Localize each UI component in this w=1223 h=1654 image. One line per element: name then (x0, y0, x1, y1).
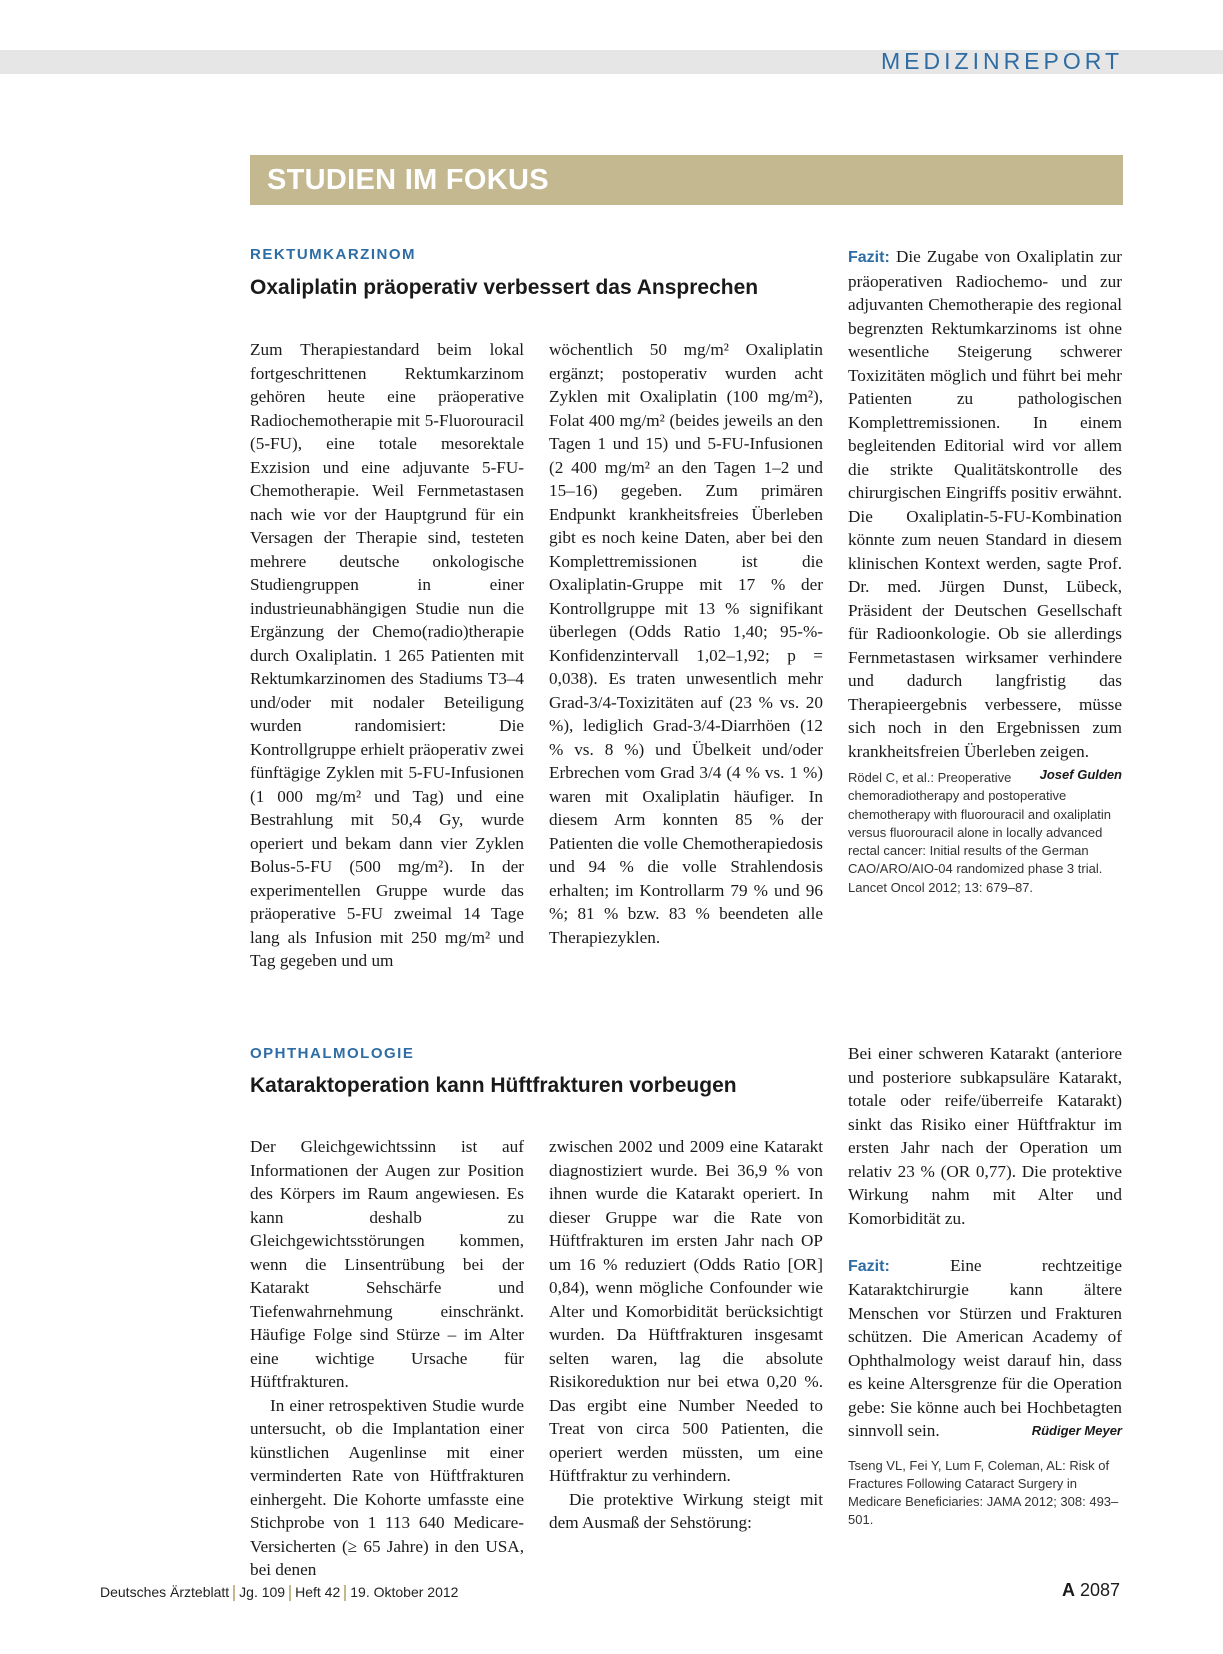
article2-col1-p2: In einer retrospektiven Studie wurde untersucht, ob die Implantation einer künstlichen Augenlinse mit einer verminderten Rate von Hüftfrakturen einhergeht. Die Kohorte umfasste eine Stichprobe von 1 113 640 Medicare-Versicherten (≥ 65 Jahre) in den USA, bei denen (250, 1395, 524, 1579)
article2-col2-p1: zwischen 2002 und 2009 eine Katarakt diagnostiziert wurde. Bei 36,9 % von ihnen wurde die Katarakt operiert. In dieser Gruppe war die Rate von Hüftfrakturen im ersten Jahr nach OP um 16 % reduziert (Odds Ratio [OR] 0,84), wenn mögliche Confounder wie Alter und Komorbidität berücksichtigt wurden. Da Hüftfrakturen insgesamt selten waren, lag die absolute Risikoreduktion nur bei etwa 0,20 %. Das ergibt eine Number Needed to Treat von circa 500 Patienten, die operiert werden müssten, um eine Hüftfraktur zu verhindern. (549, 1137, 823, 1485)
footer-separator (233, 1585, 235, 1601)
article1-column-1 (250, 338, 524, 973)
article2-column-1 (250, 1135, 524, 1582)
footer-separator (289, 1585, 291, 1601)
article2-kicker: OPHTHALMOLOGIE (250, 1045, 415, 1062)
fazit-label: Fazit: (848, 1257, 890, 1275)
page-prefix: A (1061, 1580, 1075, 1600)
fazit-text: Die Zugabe von Oxaliplatin zur präoperativen Radiochemo- und zur adjuvanten Chemotherapie des regional begrenzten Rektumkarzinoms ist ohne wesentliche Steigerung schwerer Toxizitäten möglich und führt bei mehr Patienten zu pathologischen Komplettremissionen. In einem begleitenden Editorial wird vor allem die strikte Qualitätskontrolle des chirurgischen Eingriffs positiv erwähnt. Die Oxaliplatin-5-FU-Kombination könnte zum neuen Standard in diesem klinischen Kontext werden, sagte Prof. Dr. med. Jürgen Dunst, Lübeck, Präsident der Deutschen Gesellschaft für Radioonkologie. Ob sie allerdings Fernmetastasen wirksamer verhindere und dadurch langfristig das Therapieergebnis verbessere, müsse sich noch in den Ergebnissen zum krankheitsfreien Überleben zeigen. (848, 247, 1122, 761)
fazit-label: Fazit: (848, 249, 890, 266)
article1-col1-text: Zum Therapiestandard beim lokal fortgeschrittenen Rektumkarzinom gehören heute eine präoperative Radiochemotherapie mit 5-Fluorouracil (5-FU), eine totale mesorektale Exzision und eine adjuvante 5-FU-Chemotherapie. Weil Fernmetastasen nach wie vor der Hauptgrund für ein Versagen der Therapie sind, testeten mehrere deutsche onkologische Studiengruppen in einer industrieunabhängigen Studie nun die Ergänzung der Chemo(radio)therapie durch Oxaliplatin. 1 265 Patienten mit Rektumkarzinomen des Stadiums T3–4 und/oder mit nodaler Beteiligung wurden randomisiert: Die Kontrollgruppe erhielt präoperativ zwei fünftägige Zyklen mit 5-FU-Infusionen (1 000 mg/m² und Tag) und eine Bestrahlung mit 50,4 Gy, wurde operiert und bekam dann vier Zyklen Bolus-5-FU (500 mg/m²). In der experimentellen Gruppe wurde das präoperative 5-FU zweimal 14 Tage lang als Infusion mit 250 mg/m² und Tag gegeben und um (250, 340, 524, 970)
article1-reference: Rödel C, et al.: Preoperative chemoradiotherapy and postoperative chemotherapy with fluorouracil and oxaliplatin versus fluorouracil alone in locally advanced rectal cancer: Initial results of the German CAO/ARO/AIO-04 randomized phase 3 trial. Lancet Oncol 2012; 13: 679–87. (848, 770, 1112, 895)
article2-reference: Tseng VL, Fei Y, Lum F, Coleman, AL: Risk of Fractures Following Cataract Surgery in Medicare Beneficiaries: JAMA 2012; 308: 493–501. (848, 1457, 1119, 1528)
page-number-value: 2087 (1079, 1580, 1120, 1600)
article2-author: Rüdiger Meyer (1031, 1423, 1122, 1438)
article1-headline: Oxaliplatin präoperativ verbessert das Ansprechen (250, 276, 759, 299)
article2-col2-p2: Die protektive Wirkung steigt mit dem Ausmaß der Sehstörung: (549, 1489, 823, 1532)
footer-issue: Heft 42 (295, 1584, 341, 1600)
page-number (1062, 1580, 1120, 1601)
footer-separator (344, 1585, 346, 1601)
footer-date: 19. Oktober 2012 (350, 1584, 459, 1600)
article1-col2-text: wöchentlich 50 mg/m² Oxaliplatin ergänzt; postoperativ wurden acht Zyklen mit Oxaliplatin (100 mg/m²), Folat 400 mg/m² (beides jeweils an den Tagen 1 und 15) und 5-FU-Infusionen (2 400 mg/m² an den Tagen 1–2 und 15–16) gegeben. Zum primären Endpunkt krankheitsfreies Überleben gibt es noch keine Daten, aber bei den Komplettremissionen ist die Oxaliplatin-Gruppe mit 17 % der Kontrollgruppe mit 13 % signifikant überlegen (Odds Ratio 1,40; 95-%-Konfidenzintervall 1,02–1,92; p = 0,038). Es traten unwesentlich mehr Grad-3/4-Toxizitäten auf (23 % vs. 20 %), lediglich Grad-3/4-Diarrhöen (12 % vs. 8 %) und Übelkeit und/oder Erbrechen vom Grad 3/4 (4 % vs. 1 %) waren mit Oxaliplatin häufiger. In diesem Arm konnten 85 % der Patienten die volle Chemotherapiedosis und 94 % die volle Strahlendosis erhalten; im Kontrollarm 79 % und 96 %; 81 % bzw. 83 % beendeten alle Therapiezyklen. (549, 340, 823, 947)
article2-column-3 (848, 1042, 1122, 1530)
article1-column-3 (848, 245, 1122, 897)
article2-fazit (848, 1254, 1122, 1443)
banner-title: STUDIEN IM FOKUS (267, 164, 549, 196)
article2-col3-p1: Bei einer schweren Katarakt (anteriore und posteriore subkapsuläre Katarakt, totale oder reife/überreife Katarakt) sinkt das Risiko einer Hüftfraktur im ersten Jahr nach der Operation um relativ 23 % (OR 0,77). Die protektive Wirkung nahm mit Alter und Komorbidität zu. (848, 1044, 1122, 1228)
section-banner (250, 155, 1123, 205)
article2-column-2 (549, 1135, 823, 1535)
article2-headline: Kataraktoperation kann Hüftfrakturen vorbeugen (250, 1074, 737, 1097)
footer-journal: Deutsches Ärzteblatt (100, 1584, 230, 1600)
fazit-text: Eine rechtzeitige Kataraktchirurgie kann ältere Menschen vor Stürzen und Frakturen schützen. Die American Academy of Ophthalmology weist darauf hin, dass es keine Altersgrenze für die Operation gebe: Sie könne auch bei Hochbetagten sinnvoll sein. (848, 1255, 1122, 1440)
article1-column-2 (549, 338, 823, 949)
article1-fazit (848, 245, 1122, 782)
footer (100, 1584, 458, 1601)
article1-author: Josef Gulden (1039, 767, 1122, 782)
section-label: MEDIZINREPORT (881, 48, 1123, 74)
article2-col1-p1: Der Gleichgewichtssinn ist auf Informationen der Augen zur Position des Körpers im Raum angewiesen. Es kann deshalb zu Gleichgewichtsstörungen kommen, wenn die Linsentrübung bei der Katarakt Sehschärfe und Tiefenwahrnehmung einschränkt. Häufige Folge sind Stürze – im Alter eine wichtige Ursache für Hüftfrakturen. (250, 1137, 524, 1391)
article1-kicker: REKTUMKARZINOM (250, 246, 416, 263)
footer-volume: Jg. 109 (239, 1584, 286, 1600)
